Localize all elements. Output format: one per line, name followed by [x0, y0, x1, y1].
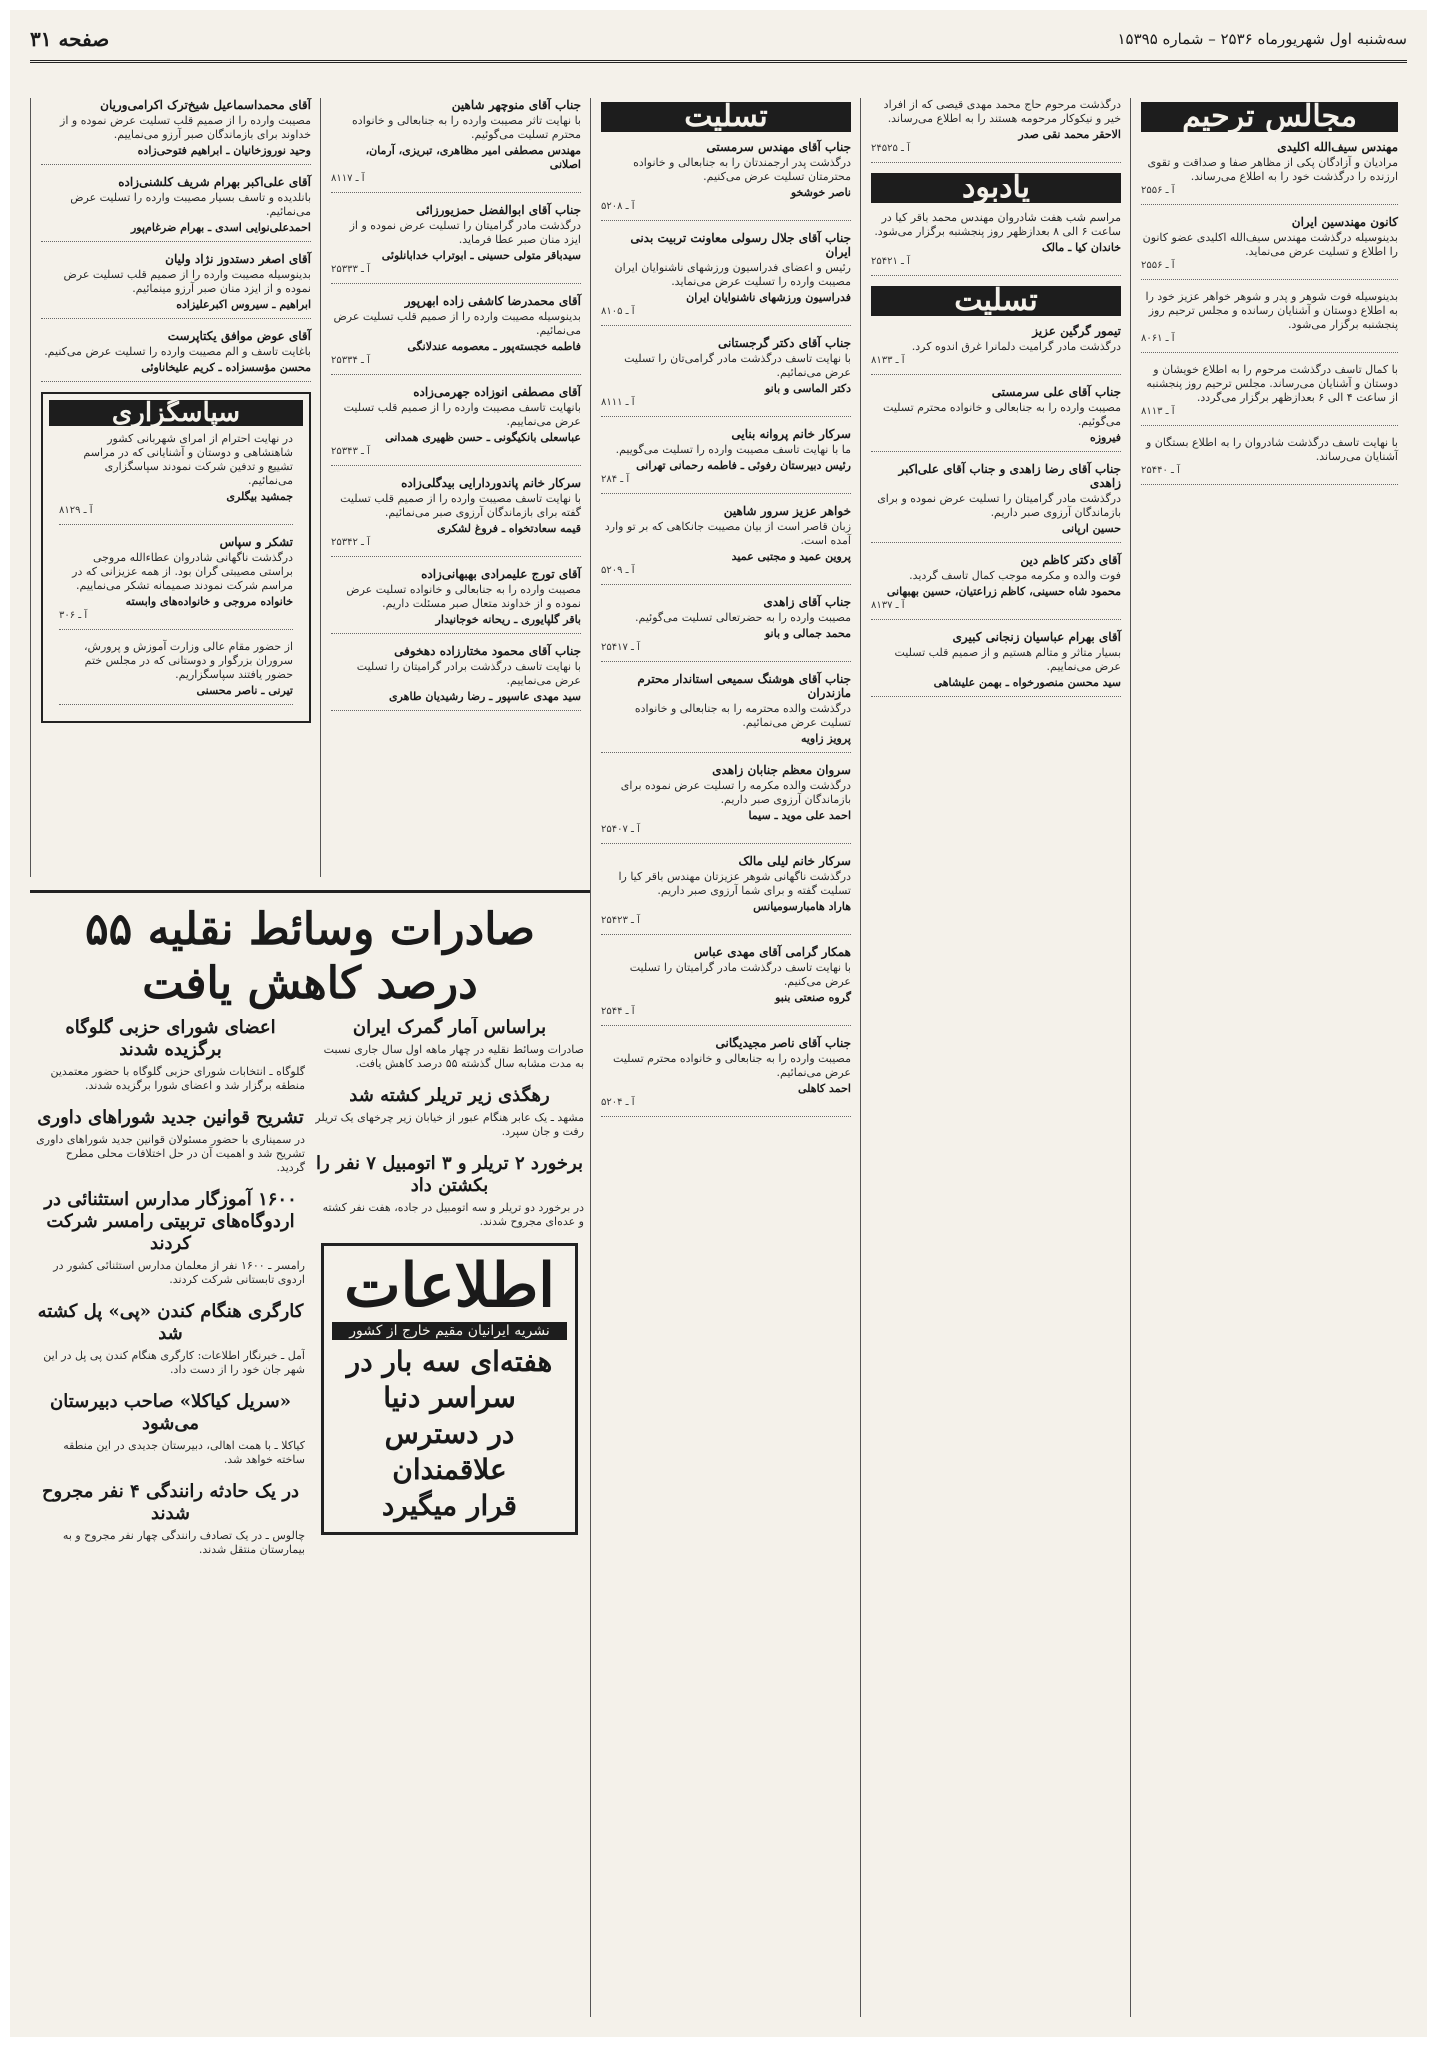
notice-signature: ناصر خوشخو [790, 186, 851, 199]
story-headline: رهگذی زیر تریلر کشته شد [349, 1085, 550, 1106]
notice [1141, 436, 1398, 485]
story-headline: براساس آمار گمرک ایران [352, 1017, 547, 1038]
newspaper-page [10, 10, 1427, 2037]
notice [41, 98, 311, 165]
notice-signature: احمد کاهلی [797, 1082, 851, 1095]
notice-body: با نهایت تاسف درگذشت برادر گرامیتان را تسلیت عرض می‌نماییم. [356, 660, 581, 687]
notice-title: جناب آقای دکتر گرجستانی [717, 336, 851, 350]
ettelaat-logo: اطلاعات [344, 1251, 555, 1321]
column-condolence-1 [590, 98, 861, 2017]
news-columns [30, 1017, 590, 1571]
notice-code: آ ـ ۲۵۳۴۳ [331, 446, 370, 457]
notice-code: آ ـ ۸۰۶۱ [1141, 333, 1175, 344]
ettelaat-advertisement [321, 1243, 578, 1535]
notice [601, 336, 851, 417]
notice-body: با نهایت تاسف درگذشت مادر گرامیتان را تسلیت عرض می‌کنیم. [629, 961, 851, 988]
notice [59, 432, 293, 525]
notice [871, 324, 1121, 375]
notice-body: مصیبت وارده را به جنابعالی و خانواده محترم تسلیت می‌گوئیم. [883, 401, 1121, 428]
notice [1141, 290, 1398, 353]
notice-title: آقای مصطفی انوزاده جهرمی‌زاده [413, 385, 581, 399]
notice [41, 329, 311, 382]
notice-body: بدینوسیله فوت شوهر و پدر و شوهر خواهر عزیز خود را به اطلاع دوستان و آشنایان رسانده و مجلس ترحیم روز پنجشنبه برگزار می‌شود. [1145, 290, 1398, 331]
notice-signature: فیروزه [1089, 431, 1121, 444]
story-body: در برخورد دو تریلر و سه اتومبیل در جاده، هفت نفر کشته و عده‌ای مجروح شدند. [322, 1201, 584, 1228]
notice-code: آ ـ ۲۵۵۶ [1141, 185, 1175, 196]
notice-body: با نهایت تاسف درگذشت شادروان را به اطلاع بستگان و آشنایان می‌رساند. [1146, 436, 1398, 463]
notice-code: آ ـ ۸۱۰۵ [601, 306, 635, 317]
notice-body: از حضور مقام عالی وزارت آموزش و پرورش، سروران بزرگوار و دوستانی که در مجلس ختم حضور یافتند سپاسگزاریم. [84, 640, 293, 681]
story-headline: اعضای شورای حزبی گلوگاه برگزیده شدند [65, 1017, 276, 1060]
notice-code: آ ـ ۸۱۱۳ [1141, 406, 1175, 417]
notice-code: آ ـ ۵۲۰۴ [601, 1097, 635, 1108]
notice [601, 763, 851, 844]
notice-body: مرادیان و آزادگان پکی از مظاهر صفا و صداقت و تقوی ارزنده را درگذشت خود را به اطلاع می‌رساند. [1147, 156, 1398, 183]
notice-signature: خاندان کیا ـ مالک [1041, 241, 1121, 254]
notice-code: آ ـ ۲۵۳۴۲ [331, 537, 370, 548]
notice-title: تیمور گرگین عزیز [1032, 324, 1121, 338]
story-body: رامسر ـ ۱۶۰۰ نفر از معلمان مدارس استثنائی کشور در اردوی تابستانی شرکت کردند. [53, 1259, 305, 1286]
thanks-box [41, 392, 311, 723]
notice-signature: سید مهدی عاسپور ـ رضا رشیدیان طاهری [388, 690, 581, 703]
story-headline: تشریح قوانین جدید شوراهای داوری [37, 1107, 304, 1128]
notice-signature: عباسعلی بانکیگونی ـ حسن ظهیری همدانی [385, 431, 581, 444]
notice [601, 231, 851, 326]
notice-signature: احمدعلی‌نوایی اسدی ـ بهرام ضرغام‌پور [130, 221, 311, 234]
notice-title: کانون مهندسین ایران [1291, 215, 1398, 229]
news-story [36, 1301, 305, 1377]
notice-signature: احمد علی موید ـ سیما [748, 809, 851, 822]
notice-signature: محمد جمالی و بانو [764, 627, 851, 640]
notice-title: سرکار خانم پاندوردارایی بیدگلی‌زاده [401, 476, 581, 490]
notice-code: آ ـ ۲۴۵۲۵ [871, 143, 910, 154]
notice [601, 672, 851, 753]
notice-body: بانهایت تاسف مصیبت وارده را از صمیم قلب تسلیت عرض می‌نماییم. [343, 401, 581, 428]
notice-body: مصیبت وارده را به جنابعالی و خانواده تسلیت عرض نموده و از خداوند متعال صبر مسئلت داریم. [346, 583, 581, 610]
notice-title: جناب آقای ناصر مجیدیگانی [715, 1036, 851, 1050]
notice-body: درگذشت پدر ارجمندتان را به جنابعالی و خانواده محترمتان تسلیت عرض می‌کنیم. [633, 156, 851, 183]
notice-body: مصیبت وارده را به حضرتعالی تسلیت می‌گوئیم. [635, 611, 851, 624]
notice [1141, 140, 1398, 205]
notice-title: جناب آقای ابوالفضل حمزیورزائی [416, 203, 581, 217]
notice [331, 385, 581, 466]
notice [871, 385, 1121, 452]
story-headline: در یک حادثه رانندگی ۴ نفر مجروح شدند [41, 1481, 300, 1524]
notice-body: فوت والده و مکرمه موجب کمال تاسف گردید. [909, 569, 1121, 582]
story-body: مشهد ـ یک عابر هنگام عبور از خیابان زیر چرخهای یک تریلر رفت و جان سپرد. [315, 1111, 584, 1138]
notice-title: آقای علی‌اکبر بهرام شریف کلشنی‌زاده [118, 175, 311, 189]
notice-body: در نهایت احترام از امرای شهربانی کشور شاهنشاهی و دوستان و آشنایانی که در مراسم تشییع و تدفین شرکت نمودند سپاسگزاری می‌نمائیم. [83, 432, 293, 487]
notice-title: آقای تورج علیمرادی بهبهانی‌زاده [421, 567, 581, 581]
notice-signature: جمشید بیگلری [226, 490, 293, 503]
notice-title: سروان معظم جنابان زاهدی [712, 763, 851, 777]
notice-signature: باقر گلپایوری ـ ریحانه خوجانیدار [435, 613, 581, 626]
notice-code: آ ـ ۳۰۶ [59, 610, 88, 621]
main-headline: صادرات وسائط نقلیه ۵۵ درصد کاهش یافت [85, 904, 535, 1009]
notice-signature: سید محسن منصورخواه ـ بهمن علیشاهی [933, 676, 1121, 689]
notice-code: آ ـ ۲۵۴۴۰ [1141, 465, 1180, 476]
notice [601, 504, 851, 585]
notice [601, 595, 851, 662]
notice-title: آقای اصغر دستدوز نژاد ولیان [165, 252, 311, 266]
ad-tagline: نشریه ایرانیان مقیم خارج از کشور [332, 1322, 567, 1340]
news-story [36, 1481, 305, 1557]
notice [871, 98, 1121, 163]
story-body: در سمیناری با حضور مسئولان قوانین جدید شوراهای داوری تشریح شد و اهمیت آن در حل اختلافات محلی مطرح گردید. [36, 1133, 305, 1174]
notice-code: آ ـ ۸۱۳۷ [871, 600, 905, 611]
notice [601, 140, 851, 221]
notice [601, 1036, 851, 1117]
notice-signature: مهندس مصطفی امیر مظاهری، تبریزی، آرمان، اصلانی [365, 144, 581, 171]
notice-title: آقای محمداسماعیل شیخ‌ترک اکرامی‌وریان [100, 98, 311, 112]
notice [1141, 363, 1398, 426]
notice-body: بسیار متاثر و متالم هستیم و از صمیم قلب تسلیت عرض می‌نماییم. [894, 646, 1121, 673]
notice [331, 476, 581, 557]
notice-body: ما با نهایت تاسف مصیبت وارده را تسلیت می‌گوییم. [615, 443, 851, 456]
notice-signature: الاحقر محمد نقی صدر [1018, 128, 1121, 141]
column-thanks [30, 98, 321, 877]
notice-body: بدینوسیله مصیبت وارده را از صمیم قلب تسلیت عرض نموده و از ایزد منان صبر آرزو مینمائیم. [63, 268, 311, 295]
notice-title: آقای محمدرضا کاشفی زاده ابهرپور [404, 294, 581, 308]
notice-title: جناب آقای مهندس سرمستی [706, 140, 851, 154]
notice-body: بدینوسیله مصیبت وارده را از صمیم قلب تسلیت عرض می‌نمائیم. [333, 310, 581, 337]
column-remembrance [860, 98, 1131, 2017]
notice-signature: پروین عمید و مجتبی عمید [731, 550, 851, 563]
news-story [36, 1017, 305, 1093]
notice-body: درگذشت مرحوم حاج محمد مهدی قیصی که از افراد خیر و نیکوکار مرحومه هستند را به اطلاع می‌رساند. [883, 98, 1121, 125]
notice-body: با نهایت تاسف درگذشت مادر گرامی‌تان را تسلیت عرض می‌نمائیم. [624, 352, 851, 379]
notice-signature: سیدباقر متولی حسینی ـ ابوتراب خدابانلوئی [381, 249, 581, 262]
notice-body: درگذشت مادر گرامیتان را تسلیت عرض نموده و برای بازماندگان آرزوی صبر داریم. [877, 492, 1121, 519]
notice-code: آ ـ ۸۱۳۳ [871, 355, 905, 366]
notice [331, 644, 581, 711]
news-column [36, 1017, 305, 1571]
notice-code: آ ـ ۵۲۰۸ [601, 201, 635, 212]
notice-title: خواهر عزیز سرور شاهین [723, 504, 851, 518]
notice-code: آ ـ ۸۱۱۷ [331, 173, 365, 184]
news-column [315, 1017, 584, 1571]
notice-title: جناب آقای منوچهر شاهین [451, 98, 581, 112]
notice-code: آ ـ ۲۵۴۰۷ [601, 824, 640, 835]
notice-code: آ ـ ۲۵۵۶ [1141, 260, 1175, 271]
date-line: سه‌شنبه اول شهریورماه ۲۵۳۶ – شماره ۱۵۳۹۵ [1117, 30, 1407, 48]
notice [331, 98, 581, 193]
notice [871, 211, 1121, 276]
news-story [36, 1189, 305, 1287]
notice [1141, 215, 1398, 280]
notice [601, 945, 851, 1026]
notice-signature: پرویز زاویه [800, 732, 851, 745]
notice-signature: فاطمه خجسته‌پور ـ معصومه عندلانگی [407, 340, 581, 353]
notice-signature: گروه صنعتی بنبو [775, 991, 851, 1004]
notice-signature: وحید نوروزخانیان ـ ابراهیم فتوحی‌زاده [137, 144, 311, 157]
story-body: چالوس ـ در یک تصادف رانندگی چهار نفر مجروح و به بیمارستان منتقل شدند. [62, 1529, 305, 1556]
news-story [315, 1017, 584, 1071]
notice-title: آقای بهرام عباسیان زنجانی کبیری [952, 630, 1121, 644]
notice-body: درگذشت ناگهانی شادروان عطاءالله مروجی براستی مصیبتی گران بود. از همه عزیزانی که در مراسم شرکت نمودند صمیمانه تشکر می‌نماییم. [72, 551, 293, 592]
notice-code: آ ـ ۲۵۴۱۷ [601, 642, 640, 653]
notice-signature: ابراهیم ـ سیروس اکبرعلیزاده [176, 298, 311, 311]
notice-code: آ ـ ۲۵۳۳۳ [331, 264, 370, 275]
notice-signature: رئیس دبیرستان رفوئی ـ فاطمه رحمانی تهرانی [636, 459, 851, 472]
condolence-heading: تسلیت [601, 102, 851, 132]
notice-title: تشکر و سپاس [219, 535, 293, 549]
ad-line-2: در دسترس علاقمندان [384, 1417, 515, 1486]
notice-body: درگذشت والده مکرمه را تسلیت عرض نموده برای بازماندگان آرزوی صبر داریم. [620, 779, 851, 806]
news-story [36, 1107, 305, 1175]
notice-title: جناب آقای علی سرمستی [991, 385, 1121, 399]
notice-code: آ ـ ۸۱۱۱ [601, 397, 635, 408]
notice-body: با نهایت تاثر مصیبت وارده را به جنابعالی و خانواده محترم تسلیت می‌گوئیم. [352, 114, 581, 141]
notice-title: مهندس سیف‌الله اکلیدی [1277, 140, 1398, 154]
story-body: گلوگاه ـ انتخابات شورای حزبی گلوگاه با حضور معتمدین منطقه برگزار شد و اعضای شورا برگزیده شدند. [50, 1065, 305, 1092]
notice [601, 427, 851, 494]
notice-title: جناب آقای محمود مختارزاده دهخوفی [394, 644, 581, 658]
thanks-heading: سپاسگزاری [49, 400, 303, 426]
memorial-heading: مجالس ترحیم [1141, 102, 1398, 132]
notice-body: بدینوسیله درگذشت مهندس سیف‌الله اکلیدی عضو کانون را اطلاع و تسلیت عرض می‌نماید. [1142, 231, 1398, 258]
page-number: صفحه ۳۱ [30, 27, 110, 51]
column-memorial [1130, 98, 1408, 2017]
notice-signature: خانواده مروجی و خانواده‌های وابسته [125, 595, 293, 608]
notice-code: آ ـ ۲۵۴۲۳ [601, 915, 640, 926]
column-condolence-2 [320, 98, 591, 877]
news-section [30, 890, 590, 2017]
notice-signature: قیمه سعادتخواه ـ فروغ لشکری [437, 522, 581, 535]
notice-body: رئیس و اعضای فدراسیون ورزشهای ناشنوایان ایران مصیبت وارده را تسلیت عرض می‌نماید. [614, 261, 851, 288]
notice-body: درگذشت والده محترمه را به جنابعالی و خانواده تسلیت عرض می‌نمائیم. [634, 702, 851, 729]
notice-title: آقای دکتر کاظم دین [1020, 553, 1121, 567]
notice [59, 640, 293, 705]
notice-signature: دکتر الماسی و بانو [765, 382, 851, 395]
notice [331, 203, 581, 284]
notice [331, 567, 581, 634]
notice-code: آ ـ ۲۵۳۳۴ [331, 355, 370, 366]
notice [41, 175, 311, 242]
ad-line-3: قرار میگیرد [381, 1489, 518, 1522]
notice-signature: فدراسیون ورزشهای ناشنوایان ایران [686, 291, 851, 304]
notice-title: همکار گرامی آقای مهدی عباس [693, 945, 851, 959]
notice-code: آ ـ ۲۵۴۴ [601, 1006, 635, 1017]
notice-signature: تیرنی ـ ناصر محسنی [196, 684, 293, 697]
notice-code: آ ـ ۵۲۰۹ [601, 565, 635, 576]
notice-title: سرکار خانم پروانه بنایی [731, 427, 851, 441]
remembrance-heading: یادبود [871, 173, 1121, 203]
notice-body: درگذشت مادر گرامیت دلمانرا غرق اندوه کرد. [911, 340, 1121, 353]
notice-body: درگذشت مادر گرامیتان را تسلیت عرض نموده و از ایزد منان صبر عطا فرماید. [349, 219, 581, 246]
notice-code: آ ـ ۸۱۲۹ [59, 505, 93, 516]
notice-body: مصیبت وارده را به جنابعالی و خانواده محترم تسلیت عرض می‌نمائیم. [613, 1052, 851, 1079]
story-headline: برخورد ۲ تریلر و ۳ اتومبیل ۷ نفر را بکشتن داد [316, 1153, 583, 1196]
notice [41, 252, 311, 319]
notice [331, 294, 581, 375]
notice-body: باغایت تاسف و الم مصیبت وارده را تسلیت عرض می‌کنیم. [44, 345, 311, 358]
notice-body: درگذشت ناگهانی شوهر عزیزتان مهندس باقر کیا را تسلیت گفته و برای شما آرزوی صبر داریم. [618, 870, 851, 897]
notice [871, 630, 1121, 697]
notice-signature: محمود شاه حسینی، کاظم زراعتیان، حسین بهبهانی [886, 585, 1121, 598]
notice-title: جناب آقای جلال رسولی معاونت تربیت بدنی ایران [630, 231, 851, 259]
notice-body: با کمال تاسف درگذشت مرحوم را به اطلاع خویشان و دوستان و آشنایان می‌رساند. مجلس ترحیم روز پنجشنبه از ساعت ۴ الی ۶ بعدازظهر برگزار می‌گردد. [1146, 363, 1398, 404]
notice-body: مراسم شب هفت شادروان مهندس محمد باقر کیا در ساعت ۶ الی ۸ بعدازظهر روز پنجشنبه برگزار می‌شود. [874, 211, 1121, 238]
condolence-heading-2: تسلیت [871, 286, 1121, 316]
story-headline: «سریل کیاکلا» صاحب دبیرستان می‌شود [50, 1391, 291, 1434]
notice-title: جناب آقای هوشنگ سمیعی استاندار محترم مازندران [637, 672, 851, 700]
story-headline: ۱۶۰۰ آموزگار مدارس استثنائی در اردوگاه‌های تربیتی رامسر شرکت کردند [44, 1189, 297, 1254]
masthead [30, 18, 1407, 63]
notice-title: جناب آقای رضا زاهدی و جناب آقای علی‌اکبر زاهدی [898, 462, 1121, 490]
notice-signature: حسین ارپانی [1061, 522, 1121, 535]
news-story [315, 1153, 584, 1229]
notice-code: آ ـ ۲۸۴ [601, 474, 630, 485]
story-body: آمل ـ خبرنگار اطلاعات: کارگری هنگام کندن پی پل در این شهر جان خود را از دست داد. [43, 1349, 305, 1376]
notice-body: زبان قاصر است از بیان مصیبت جانکاهی که بر تو وارد آمده است. [604, 520, 851, 547]
notice-signature: هاراد هامبارسومیانس [753, 900, 851, 913]
story-body: صادرات وسائط نقلیه در چهار ماهه اول سال جاری نسبت به مدت مشابه سال گذشته ۵۵ درصد کاهش یافت. [323, 1043, 584, 1070]
notice-body: با نهایت تاسف مصیبت وارده را از صمیم قلب تسلیت گفته برای بازماندگان آرزوی صبر می‌نمائیم. [340, 492, 581, 519]
notice-body: بانلدیده و تاسف بسیار مصیبت وارده را تسلیت عرض می‌نمائیم. [70, 191, 311, 218]
notice-title: سرکار خانم لیلی مالک [738, 854, 851, 868]
notice-body: مصیبت وارده را از صمیم قلب تسلیت عرض نموده و از خداوند برای بازماندگان صبر آرزو می‌نماییم. [60, 114, 311, 141]
news-story [36, 1391, 305, 1467]
notice-title: جناب آقای زاهدی [763, 595, 851, 609]
notice-code: آ ـ ۲۵۴۲۱ [871, 256, 910, 267]
notice-title: آقای عوض موافق یکتاپرست [167, 329, 311, 343]
ad-line-1: هفته‌ای سه بار در سراسر دنیا [346, 1345, 553, 1414]
notice [871, 462, 1121, 543]
notice-signature: محسن مؤسسزاده ـ کریم علیخاناوئی [141, 361, 311, 374]
story-headline: کارگری هنگام کندن «پی» پل کشته شد [37, 1301, 304, 1344]
notice [59, 535, 293, 630]
news-story [315, 1085, 584, 1139]
notice [601, 854, 851, 935]
notice [871, 553, 1121, 620]
story-body: کیاکلا ـ با همت اهالی، دبیرستان جدیدی در این منطقه ساخته خواهد شد. [63, 1439, 305, 1466]
